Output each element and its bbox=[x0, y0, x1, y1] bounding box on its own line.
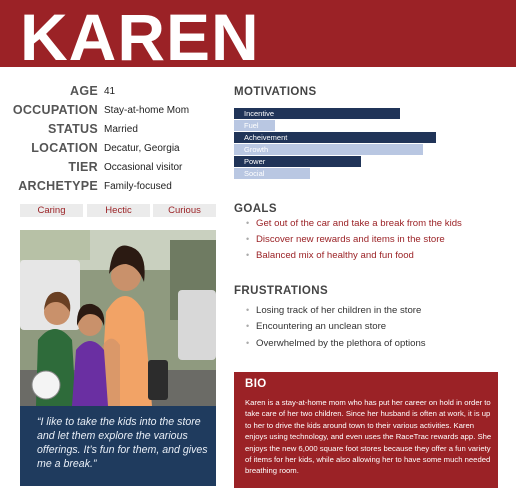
info-row-age bbox=[0, 84, 220, 102]
tier-value: Occasional visitor bbox=[104, 162, 183, 173]
bullet-icon: • bbox=[246, 218, 250, 228]
tier-label: TIER bbox=[68, 160, 98, 174]
trait-tags bbox=[20, 204, 216, 217]
info-row-tier bbox=[0, 160, 220, 178]
age-label: AGE bbox=[70, 84, 98, 98]
frustration-text: Overwhelmed by the plethora of options bbox=[256, 338, 426, 349]
frustrations-title: FRUSTRATIONS bbox=[234, 285, 329, 297]
motivation-label: Fuel bbox=[244, 121, 259, 130]
bullet-icon: • bbox=[246, 321, 250, 331]
archetype-label: ARCHETYPE bbox=[18, 179, 98, 193]
motivation-label: Growth bbox=[244, 145, 269, 154]
header-banner bbox=[0, 0, 516, 74]
goal-text: Get out of the car and take a break from the kids bbox=[256, 218, 462, 229]
trait-tag: Curious bbox=[153, 204, 216, 217]
archetype-value: Family-focused bbox=[104, 181, 172, 192]
bullet-icon: • bbox=[246, 305, 250, 315]
persona-quote bbox=[20, 406, 216, 486]
occupation-label: OCCUPATION bbox=[12, 103, 98, 117]
status-value: Married bbox=[104, 124, 138, 135]
frustration-text: Encountering an unclean store bbox=[256, 321, 387, 332]
trait-tag: Caring bbox=[20, 204, 83, 217]
bio-text: Karen is a stay-at-home mom who has put her career on hold in order to take care of her two children. Since her husband is often at work, it is up to her to drive the kids around town to their various activities. Karen enjoys using technology, and even uses the RaceTrac rewards app. She enjoys the new 6,000 square foot stores because they offer a fun variety of items for her kids, while also allowing her to have some much needed breathing room. bbox=[245, 398, 492, 476]
occupation-value: Stay-at-home Mom bbox=[104, 105, 190, 116]
motivations-title: MOTIVATIONS bbox=[234, 86, 317, 98]
info-row-status bbox=[0, 122, 220, 140]
bullet-icon: • bbox=[246, 234, 250, 244]
info-row-archetype bbox=[0, 179, 220, 197]
motivation-label: Incentive bbox=[244, 109, 275, 118]
status-label: STATUS bbox=[48, 122, 98, 136]
motivation-label: Power bbox=[244, 157, 266, 166]
family-photo-illustration bbox=[20, 230, 216, 406]
motivation-label: Social bbox=[244, 169, 265, 178]
trait-tag: Hectic bbox=[87, 204, 150, 217]
info-row-location bbox=[0, 141, 220, 159]
motivation-label: Acheivement bbox=[244, 133, 288, 142]
location-label: LOCATION bbox=[31, 141, 98, 155]
bio-title: BIO bbox=[245, 378, 267, 390]
persona-name: KAREN bbox=[20, 0, 260, 74]
goal-text: Balanced mix of healthy and fun food bbox=[256, 250, 414, 261]
persona-photo bbox=[20, 230, 216, 406]
goal-text: Discover new rewards and items in the store bbox=[256, 234, 445, 245]
location-value: Decatur, Georgia bbox=[104, 143, 180, 154]
bullet-icon: • bbox=[246, 250, 250, 260]
bullet-icon: • bbox=[246, 338, 250, 348]
bio-panel bbox=[234, 372, 498, 488]
info-row-occupation bbox=[0, 103, 220, 121]
goals-title: GOALS bbox=[234, 203, 277, 215]
age-value: 41 bbox=[104, 86, 116, 97]
quote-text: “I like to take the kids into the store and let them explore the various offerings. It’s fun for them, and gives me a break.” bbox=[37, 416, 208, 470]
frustration-text: Losing track of her children in the store bbox=[256, 305, 422, 316]
